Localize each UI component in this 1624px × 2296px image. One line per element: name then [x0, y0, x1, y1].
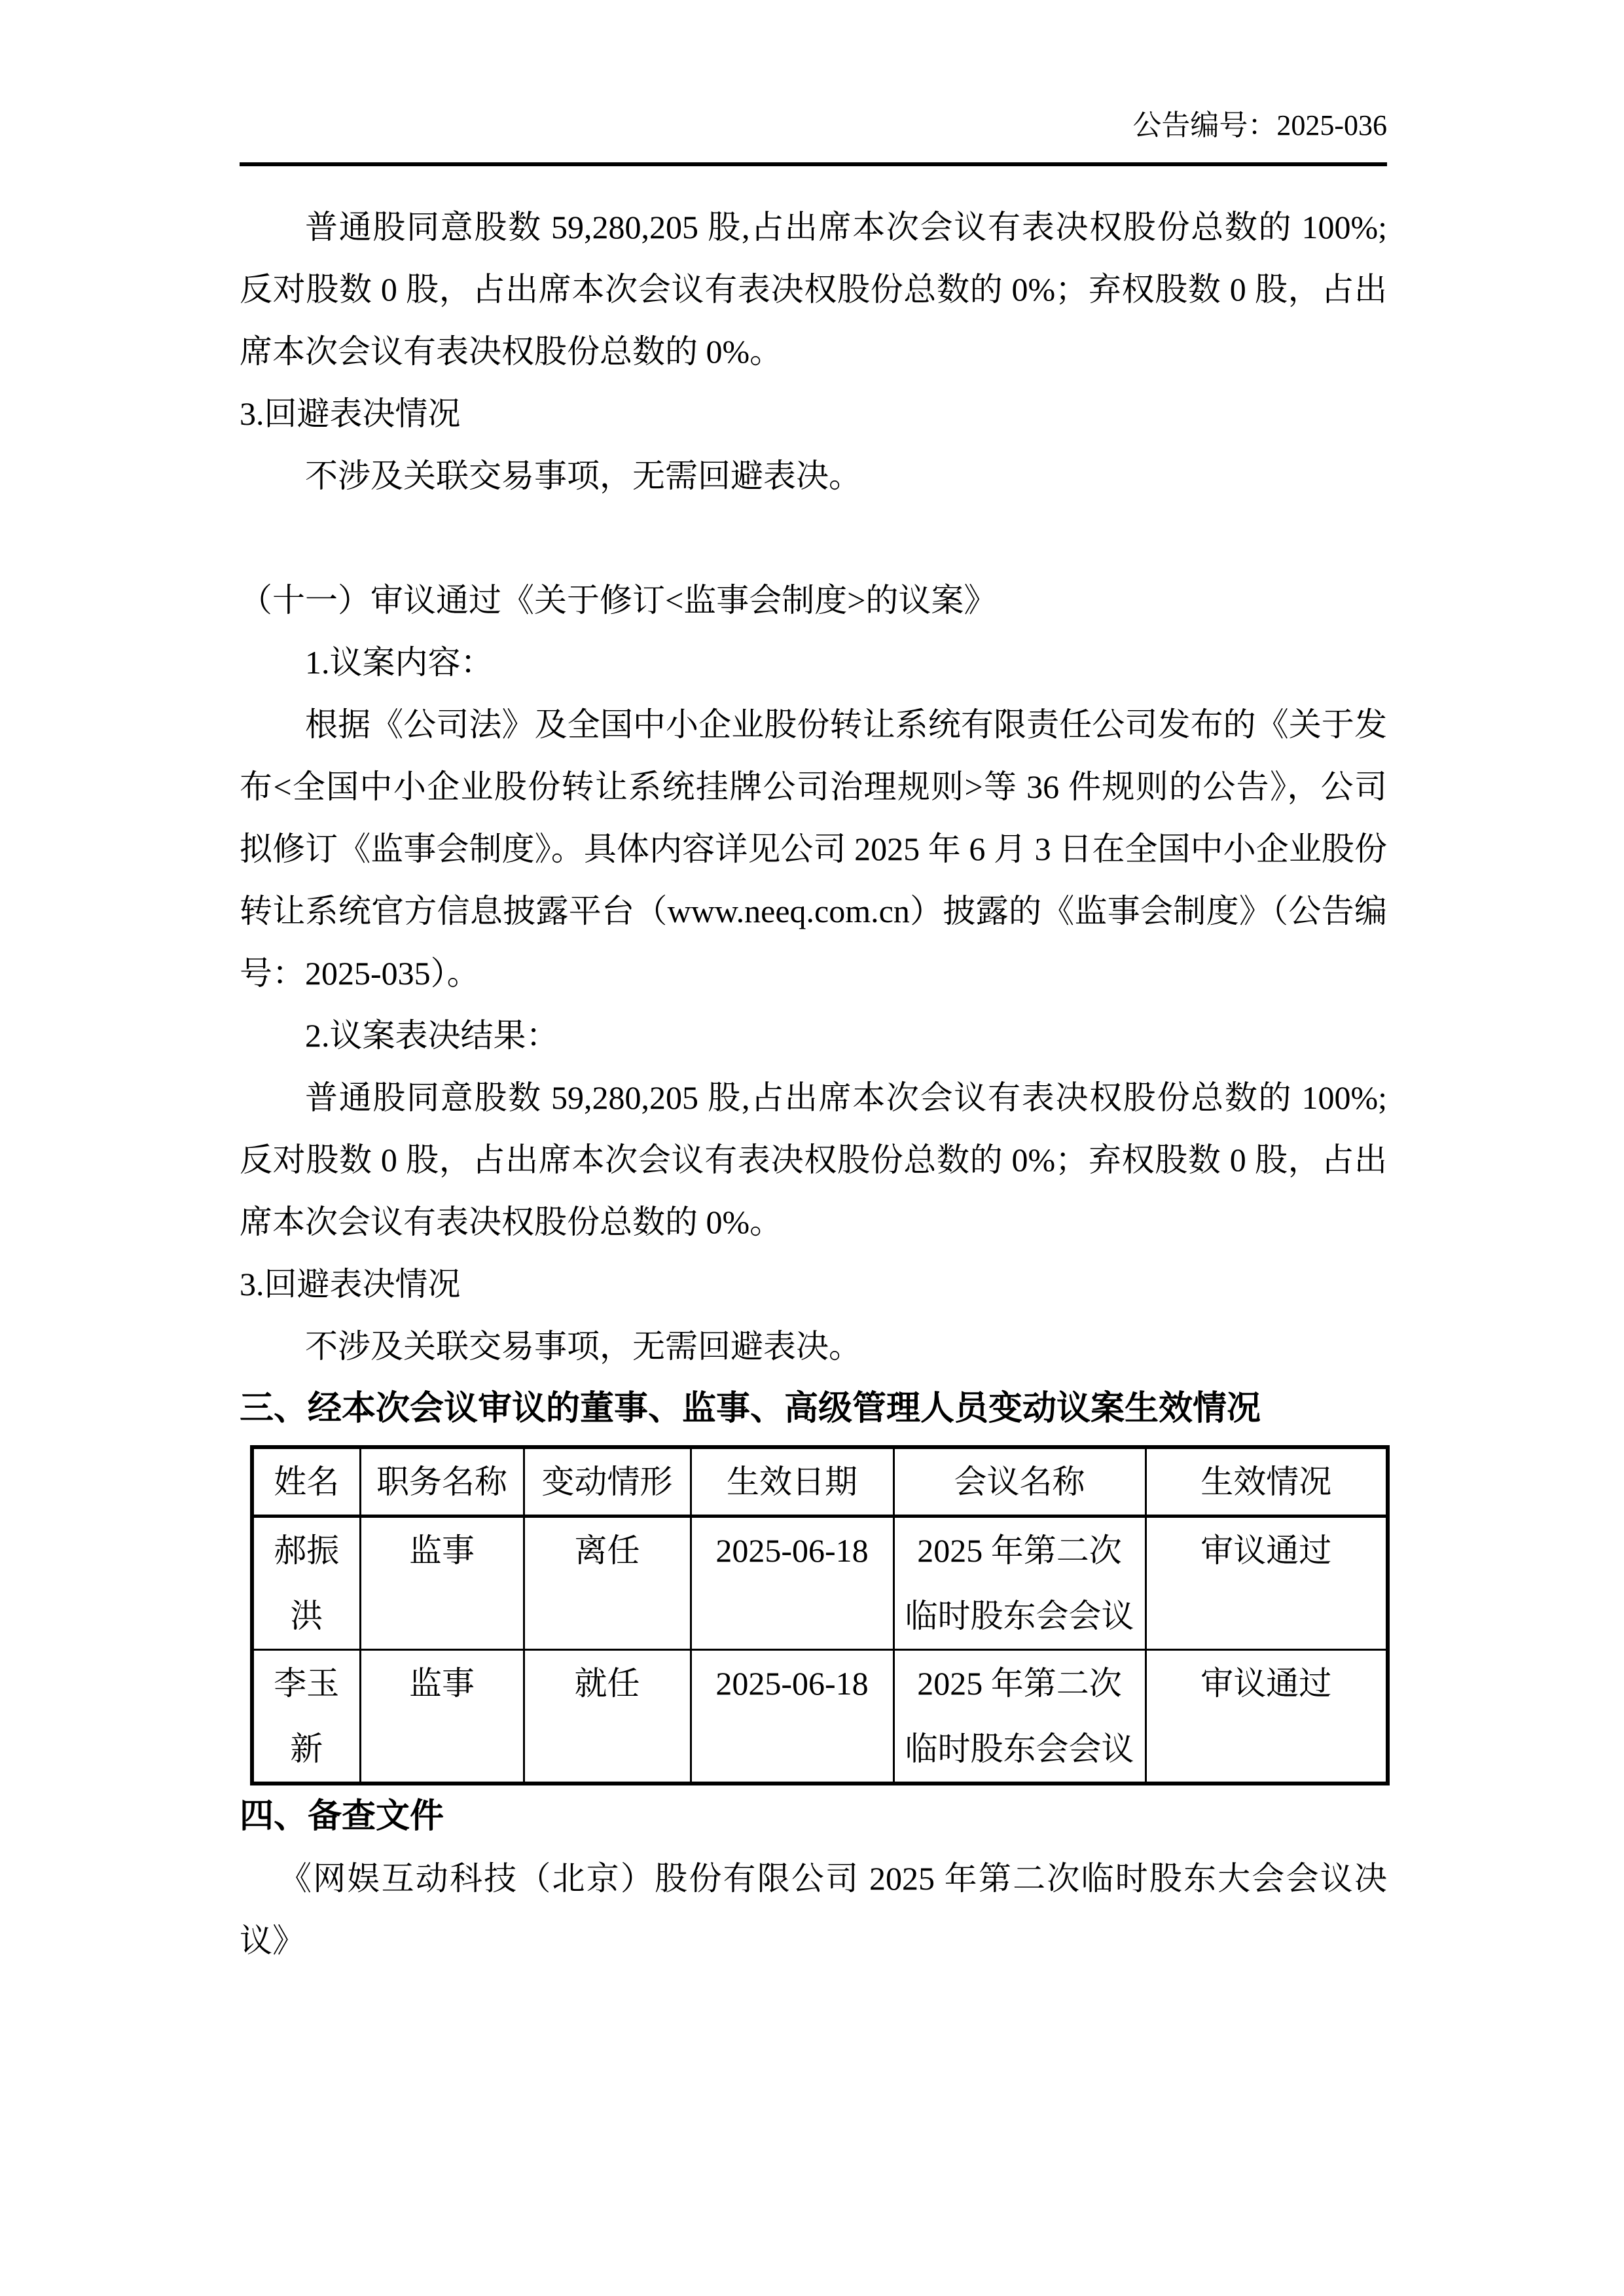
table-body	[252, 1516, 1388, 1784]
table-cell: 审议通过	[1146, 1516, 1388, 1650]
proposal-11-item3-text: 不涉及关联交易事项，无需回避表决。	[305, 1328, 861, 1365]
vote-result-paragraph: 普通股同意股数 59,280,205 股,占出席本次会议有表决权股份总数的 100%;反对股数 0 股，占出席本次会议有表决权股份总数的 0%；弃权股数 0 股，占出席本次会议有表决权股份总数的 0%。	[240, 209, 1387, 370]
table-row	[252, 1516, 1388, 1650]
table-header-cell: 生效日期	[691, 1447, 893, 1516]
section-four-heading: 四、备查文件	[240, 1797, 444, 1836]
proposal-11-item1-text: 根据《公司法》及全国中小企业股份转让系统有限责任公司发布的《关于发布<全国中小企业股份转让系统挂牌公司治理规则>等 36 件规则的公告》，公司拟修订《监事会制度》。具体内容详见公司 2025 年 6 月 3 日在全国中小企业股份转让系统官方信息披露平台（www.neeq.com.cn）披露的《监事会制度》（公告编号：2025-035）。	[240, 706, 1387, 992]
table-cell: 2025-06-18	[691, 1650, 893, 1784]
table-header-cell: 会议名称	[893, 1447, 1146, 1516]
reference-document-item: 《网娱互动科技（北京）股份有限公司 2025 年第二次临时股东大会会议决议》	[240, 1860, 1387, 1960]
proposal-11-title: （十一）审议通过《关于修订<监事会制度>的议案》	[240, 582, 997, 619]
table-cell: 李玉新	[252, 1650, 360, 1784]
table-header-row	[252, 1447, 1388, 1516]
table-header-cell: 变动情形	[524, 1447, 691, 1516]
section-three-heading: 三、经本次会议审议的董事、监事、高级管理人员变动议案生效情况	[240, 1390, 1261, 1428]
table-cell: 2025-06-18	[691, 1516, 893, 1650]
table-cell: 监事	[360, 1516, 524, 1650]
avoidance-item-label: 3.回避表决情况	[240, 395, 461, 433]
proposal-11-item3-label: 3.回避表决情况	[240, 1266, 461, 1303]
proposal-11-vote-result-paragraph: 普通股同意股数 59,280,205 股,占出席本次会议有表决权股份总数的 100%;反对股数 0 股，占出席本次会议有表决权股份总数的 0%；弃权股数 0 股，占出席本次会议有表决权股份总数的 0%。	[240, 1079, 1387, 1241]
personnel-change-table	[250, 1445, 1390, 1785]
table-cell: 监事	[360, 1650, 524, 1784]
proposal-11-item1-label: 1.议案内容：	[305, 644, 494, 681]
document-body	[240, 196, 1387, 1972]
proposal-11-item2-label: 2.议案表决结果：	[305, 1017, 559, 1054]
table-header-cell: 职务名称	[360, 1447, 524, 1516]
table-cell: 离任	[524, 1516, 691, 1650]
table-cell: 就任	[524, 1650, 691, 1784]
table-cell: 2025 年第二次临时股东会会议	[893, 1516, 1146, 1650]
table-header-cell: 生效情况	[1146, 1447, 1388, 1516]
table-cell: 2025 年第二次临时股东会会议	[893, 1650, 1146, 1784]
table-cell: 郝振洪	[252, 1516, 360, 1650]
table-header-cell: 姓名	[252, 1447, 360, 1516]
announcement-number: 公告编号：2025-036	[1132, 109, 1387, 141]
table-cell: 审议通过	[1146, 1650, 1388, 1784]
blank-line	[240, 507, 1387, 569]
avoidance-item-text: 不涉及关联交易事项，无需回避表决。	[305, 457, 861, 495]
header-rule	[240, 162, 1387, 166]
table-row	[252, 1650, 1388, 1784]
